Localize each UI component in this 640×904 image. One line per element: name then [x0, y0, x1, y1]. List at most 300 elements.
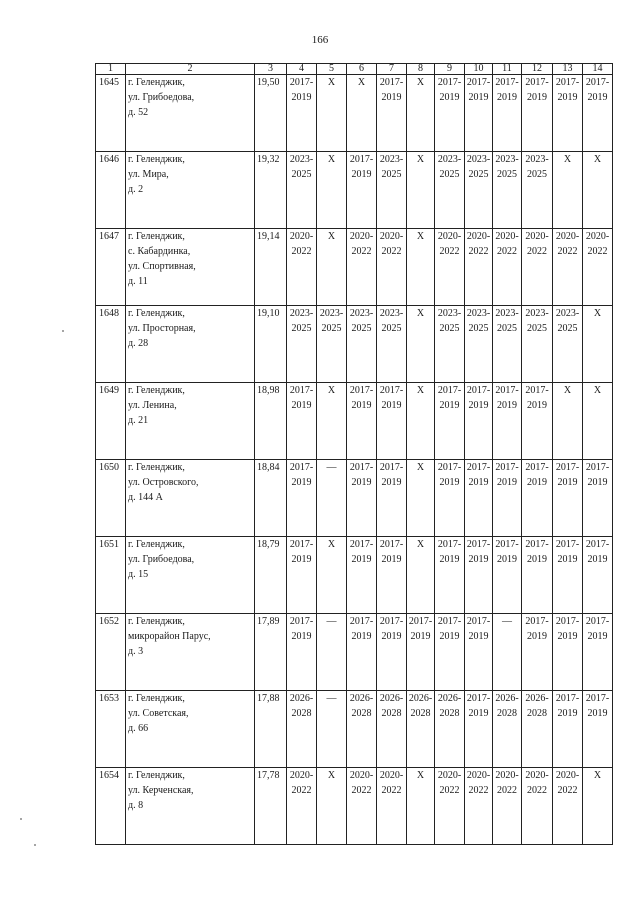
- cell-line: 2020-: [466, 770, 491, 781]
- address-line: ул. Мира,: [128, 169, 169, 180]
- cell-line: 2025: [381, 169, 402, 180]
- address-line: д. 144 А: [128, 492, 163, 503]
- cell-line: 2026-: [437, 693, 462, 704]
- cell-line: 2025: [439, 169, 460, 180]
- period-cell: [377, 152, 407, 229]
- address-line: г. Геленджик,: [128, 308, 185, 319]
- cell-line: 2017-: [525, 616, 549, 627]
- cell-line: 2017-: [555, 462, 580, 473]
- value-cell: 19,14: [255, 229, 287, 306]
- cell-line: X: [327, 77, 336, 88]
- cell-line: 2019: [587, 92, 608, 103]
- cell-line: 2019: [527, 554, 547, 565]
- cell-line: 2023-: [379, 154, 404, 165]
- cell-line: 2020-: [379, 770, 404, 781]
- table-body: [96, 64, 613, 845]
- cell-line: X: [416, 385, 425, 396]
- column-header-row: [96, 64, 613, 75]
- cell-line: 2023-: [555, 308, 580, 319]
- cell-line: 2019: [291, 554, 312, 565]
- address-line: д. 11: [128, 276, 148, 287]
- cell-line: 2022: [351, 246, 372, 257]
- period-cell: [407, 537, 435, 614]
- value-cell: 17,89: [255, 614, 287, 691]
- cell-line: 2017-: [525, 385, 549, 396]
- table-row: [96, 537, 613, 614]
- address-line: д. 3: [128, 646, 144, 657]
- period-cell: [522, 768, 553, 845]
- cell-line: 2017-: [466, 77, 491, 88]
- cell-line: X: [593, 308, 602, 319]
- cell-line: 2019: [468, 477, 489, 488]
- cell-line: 2019: [351, 554, 372, 565]
- cell-line: 2019: [497, 92, 517, 103]
- cell-line: 2028: [291, 708, 312, 719]
- period-cell: [407, 768, 435, 845]
- cell-line: 2017-: [349, 385, 374, 396]
- cell-line: 2022: [381, 785, 402, 796]
- address-line: г. Геленджик,: [128, 154, 185, 165]
- period-cell: [553, 460, 583, 537]
- value-cell: 17,88: [255, 691, 287, 768]
- period-cell: [377, 75, 407, 152]
- cell-line: 2019: [557, 92, 578, 103]
- cell-line: —: [502, 616, 512, 627]
- period-cell: [465, 537, 493, 614]
- scan-speck: [20, 818, 22, 820]
- period-cell: [377, 229, 407, 306]
- period-cell: [465, 75, 493, 152]
- cell-line: 2019: [351, 477, 372, 488]
- cell-line: X: [563, 385, 572, 396]
- cell-line: 2026-: [495, 693, 519, 704]
- column-header: 11: [493, 64, 522, 75]
- cell-line: 2020-: [289, 770, 314, 781]
- cell-line: 2017-: [466, 693, 491, 704]
- cell-line: 2023-: [495, 154, 519, 165]
- cell-line: 2019: [497, 477, 517, 488]
- column-header: 6: [347, 64, 377, 75]
- period-cell: [317, 768, 347, 845]
- period-cell: [435, 152, 465, 229]
- cell-line: 2022: [497, 785, 517, 796]
- period-cell: [435, 460, 465, 537]
- page-number: 166: [311, 34, 329, 46]
- address-line: г. Геленджик,: [128, 77, 185, 88]
- cell-line: 2017-: [585, 616, 610, 627]
- column-header: 4: [287, 64, 317, 75]
- period-cell: [493, 383, 522, 460]
- cell-line: 2022: [291, 785, 312, 796]
- period-cell: [583, 768, 613, 845]
- cell-line: 2025: [527, 169, 547, 180]
- period-cell: [317, 306, 347, 383]
- period-cell: [493, 460, 522, 537]
- row-number: 1653: [96, 691, 126, 768]
- address-line: д. 2: [128, 184, 144, 195]
- period-cell: [553, 75, 583, 152]
- cell-line: —: [326, 616, 337, 627]
- cell-line: 2019: [381, 631, 402, 642]
- cell-line: 2019: [587, 554, 608, 565]
- period-cell: [317, 383, 347, 460]
- cell-line: 2017-: [466, 616, 491, 627]
- cell-line: 2022: [351, 785, 372, 796]
- address-line: с. Кабардинка,: [128, 246, 191, 257]
- period-cell: [407, 75, 435, 152]
- period-cell: [407, 691, 435, 768]
- cell-line: 2017-: [525, 462, 549, 473]
- period-cell: [435, 768, 465, 845]
- period-cell: [465, 229, 493, 306]
- cell-line: X: [327, 154, 336, 165]
- value-cell: 18,79: [255, 537, 287, 614]
- cell-line: 2025: [291, 323, 312, 334]
- cell-line: 2020-: [525, 231, 549, 242]
- period-cell: [465, 460, 493, 537]
- period-cell: [317, 152, 347, 229]
- cell-line: 2017-: [466, 462, 491, 473]
- cell-line: 2019: [468, 554, 489, 565]
- row-number: 1652: [96, 614, 126, 691]
- cell-line: 2023-: [289, 308, 314, 319]
- cell-line: 2017-: [349, 462, 374, 473]
- period-cell: [287, 768, 317, 845]
- period-cell: [583, 537, 613, 614]
- period-cell: [407, 383, 435, 460]
- cell-line: 2023-: [525, 308, 549, 319]
- cell-line: 2017-: [289, 616, 314, 627]
- period-cell: [377, 306, 407, 383]
- address-cell: [126, 152, 255, 229]
- period-cell: [553, 306, 583, 383]
- cell-line: 2028: [351, 708, 372, 719]
- cell-line: X: [416, 154, 425, 165]
- cell-line: 2017-: [585, 77, 610, 88]
- period-cell: [583, 691, 613, 768]
- cell-line: 2017-: [349, 154, 374, 165]
- table-row: [96, 614, 613, 691]
- cell-line: 2025: [497, 169, 517, 180]
- cell-line: 2025: [321, 323, 342, 334]
- period-cell: [465, 383, 493, 460]
- cell-line: X: [327, 770, 336, 781]
- address-line: ул. Керченская,: [128, 785, 194, 796]
- cell-line: 2023-: [495, 308, 519, 319]
- cell-line: 2019: [527, 400, 547, 411]
- cell-line: 2019: [291, 631, 312, 642]
- address-cell: [126, 537, 255, 614]
- cell-line: 2019: [351, 400, 372, 411]
- cell-line: 2017-: [437, 77, 462, 88]
- period-cell: [522, 75, 553, 152]
- address-line: г. Геленджик,: [128, 693, 185, 704]
- cell-line: X: [357, 77, 366, 88]
- cell-line: 2017-: [466, 539, 491, 550]
- cell-line: 2023-: [437, 154, 462, 165]
- cell-line: X: [593, 385, 602, 396]
- cell-line: 2019: [497, 554, 517, 565]
- cell-line: 2017-: [495, 77, 519, 88]
- column-header: 9: [435, 64, 465, 75]
- cell-line: 2017-: [408, 616, 433, 627]
- cell-line: 2017-: [585, 693, 610, 704]
- period-cell: [522, 229, 553, 306]
- cell-line: X: [327, 385, 336, 396]
- period-cell: [583, 152, 613, 229]
- cell-line: 2019: [527, 477, 547, 488]
- period-cell: [377, 691, 407, 768]
- period-cell: [493, 768, 522, 845]
- cell-line: 2022: [468, 246, 489, 257]
- cell-line: 2017-: [379, 77, 404, 88]
- period-cell: [347, 537, 377, 614]
- cell-line: 2022: [468, 785, 489, 796]
- cell-line: 2028: [381, 708, 402, 719]
- period-cell: [493, 229, 522, 306]
- cell-line: 2020-: [555, 770, 580, 781]
- cell-line: X: [416, 539, 425, 550]
- column-header: 7: [377, 64, 407, 75]
- address-line: г. Геленджик,: [128, 462, 185, 473]
- column-header: 13: [553, 64, 583, 75]
- cell-line: X: [327, 231, 336, 242]
- cell-line: 2019: [439, 92, 460, 103]
- cell-line: 2020-: [466, 231, 491, 242]
- period-cell: [493, 614, 522, 691]
- period-cell: [522, 152, 553, 229]
- cell-line: 2017-: [585, 539, 610, 550]
- cell-line: 2019: [439, 400, 460, 411]
- period-cell: [465, 614, 493, 691]
- cell-line: 2017-: [555, 616, 580, 627]
- period-cell: [317, 75, 347, 152]
- column-header: 8: [407, 64, 435, 75]
- cell-line: 2019: [497, 400, 517, 411]
- period-cell: [493, 152, 522, 229]
- period-cell: [407, 306, 435, 383]
- cell-line: X: [327, 539, 336, 550]
- column-header: 5: [317, 64, 347, 75]
- address-line: д. 66: [128, 723, 149, 734]
- cell-line: 2017-: [437, 616, 462, 627]
- table-row: [96, 383, 613, 460]
- period-cell: [317, 537, 347, 614]
- cell-line: X: [593, 770, 602, 781]
- cell-line: 2019: [557, 477, 578, 488]
- cell-line: 2020-: [585, 231, 610, 242]
- value-cell: 19,50: [255, 75, 287, 152]
- cell-line: 2025: [557, 323, 578, 334]
- period-cell: [583, 460, 613, 537]
- cell-line: 2017-: [555, 77, 580, 88]
- cell-line: 2017-: [437, 462, 462, 473]
- cell-line: 2020-: [495, 231, 519, 242]
- cell-line: X: [563, 154, 572, 165]
- period-cell: [465, 152, 493, 229]
- period-cell: [465, 691, 493, 768]
- period-cell: [583, 614, 613, 691]
- cell-line: 2020-: [437, 770, 462, 781]
- period-cell: [465, 306, 493, 383]
- period-cell: [583, 75, 613, 152]
- cell-line: 2017-: [289, 385, 314, 396]
- cell-line: 2028: [439, 708, 460, 719]
- cell-line: 2019: [468, 92, 489, 103]
- period-cell: [522, 537, 553, 614]
- address-line: г. Геленджик,: [128, 231, 185, 242]
- row-number: 1649: [96, 383, 126, 460]
- cell-line: 2025: [497, 323, 517, 334]
- table-row: [96, 75, 613, 152]
- cell-line: 2019: [587, 708, 608, 719]
- address-line: ул. Островского,: [128, 477, 199, 488]
- period-cell: [553, 537, 583, 614]
- period-cell: [317, 460, 347, 537]
- cell-line: 2025: [527, 323, 547, 334]
- cell-line: 2022: [439, 785, 460, 796]
- cell-line: 2022: [557, 246, 578, 257]
- cell-line: 2019: [557, 554, 578, 565]
- cell-line: 2019: [468, 708, 489, 719]
- period-cell: [435, 229, 465, 306]
- period-cell: [583, 229, 613, 306]
- cell-line: 2020-: [349, 231, 374, 242]
- table-row: [96, 460, 613, 537]
- period-cell: [407, 152, 435, 229]
- address-line: д. 21: [128, 415, 149, 426]
- cell-line: 2028: [410, 708, 431, 719]
- period-cell: [522, 691, 553, 768]
- period-cell: [435, 614, 465, 691]
- cell-line: 2017-: [379, 385, 404, 396]
- cell-line: 2023-: [349, 308, 374, 319]
- row-number: 1654: [96, 768, 126, 845]
- address-cell: [126, 691, 255, 768]
- period-cell: [287, 152, 317, 229]
- period-cell: [347, 152, 377, 229]
- cell-line: 2023-: [289, 154, 314, 165]
- period-cell: [317, 229, 347, 306]
- cell-line: 2022: [291, 246, 312, 257]
- period-cell: [287, 537, 317, 614]
- table-row: [96, 691, 613, 768]
- period-cell: [347, 306, 377, 383]
- cell-line: 2028: [497, 708, 517, 719]
- cell-line: —: [326, 693, 337, 704]
- address-cell: [126, 75, 255, 152]
- address-cell: [126, 614, 255, 691]
- cell-line: 2023-: [379, 308, 404, 319]
- value-cell: 18,98: [255, 383, 287, 460]
- cell-line: 2025: [439, 323, 460, 334]
- address-cell: [126, 768, 255, 845]
- column-header: 2: [126, 64, 255, 75]
- period-cell: [493, 537, 522, 614]
- cell-line: 2017-: [379, 462, 404, 473]
- cell-line: 2019: [291, 477, 312, 488]
- period-cell: [435, 383, 465, 460]
- row-number: 1651: [96, 537, 126, 614]
- period-cell: [377, 614, 407, 691]
- cell-line: 2019: [439, 631, 460, 642]
- period-cell: [287, 229, 317, 306]
- cell-line: 2020-: [437, 231, 462, 242]
- period-cell: [377, 537, 407, 614]
- address-line: микрорайон Парус,: [128, 631, 211, 642]
- row-number: 1645: [96, 75, 126, 152]
- period-cell: [553, 383, 583, 460]
- cell-line: 2022: [381, 246, 402, 257]
- column-header: 10: [465, 64, 493, 75]
- cell-line: 2020-: [495, 770, 519, 781]
- period-cell: [377, 460, 407, 537]
- cell-line: 2023-: [437, 308, 462, 319]
- period-cell: [287, 75, 317, 152]
- column-header: 14: [583, 64, 613, 75]
- cell-line: 2025: [291, 169, 312, 180]
- cell-line: 2017-: [289, 539, 314, 550]
- value-cell: 18,84: [255, 460, 287, 537]
- period-cell: [435, 306, 465, 383]
- column-header: 12: [522, 64, 553, 75]
- cell-line: 2019: [351, 631, 372, 642]
- address-line: ул. Ленина,: [128, 400, 177, 411]
- cell-line: X: [593, 154, 602, 165]
- cell-line: 2025: [381, 323, 402, 334]
- period-cell: [522, 614, 553, 691]
- cell-line: 2026-: [379, 693, 404, 704]
- cell-line: 2017-: [555, 693, 580, 704]
- row-number: 1647: [96, 229, 126, 306]
- period-cell: [553, 152, 583, 229]
- cell-line: 2017-: [379, 616, 404, 627]
- address-line: ул. Просторная,: [128, 323, 196, 334]
- cell-line: 2020-: [555, 231, 580, 242]
- period-cell: [317, 614, 347, 691]
- column-header: 1: [96, 64, 126, 75]
- cell-line: 2017-: [555, 539, 580, 550]
- period-cell: [347, 768, 377, 845]
- cell-line: 2017-: [495, 539, 519, 550]
- period-cell: [493, 691, 522, 768]
- period-cell: [287, 306, 317, 383]
- table-row: [96, 152, 613, 229]
- cell-line: 2022: [527, 246, 547, 257]
- address-line: ул. Грибоедова,: [128, 554, 195, 565]
- period-cell: [553, 691, 583, 768]
- cell-line: 2017-: [495, 385, 519, 396]
- cell-line: 2019: [381, 477, 402, 488]
- period-cell: [553, 229, 583, 306]
- period-cell: [407, 614, 435, 691]
- cell-line: X: [416, 308, 425, 319]
- data-table: [95, 63, 613, 845]
- period-cell: [347, 691, 377, 768]
- cell-line: 2020-: [289, 231, 314, 242]
- cell-line: 2025: [468, 169, 489, 180]
- period-cell: [522, 306, 553, 383]
- cell-line: 2020-: [525, 770, 549, 781]
- period-cell: [465, 768, 493, 845]
- cell-line: 2017-: [289, 462, 314, 473]
- period-cell: [553, 768, 583, 845]
- cell-line: 2022: [587, 246, 608, 257]
- period-cell: [553, 614, 583, 691]
- cell-line: 2017-: [349, 539, 374, 550]
- cell-line: —: [326, 462, 337, 473]
- value-cell: 19,32: [255, 152, 287, 229]
